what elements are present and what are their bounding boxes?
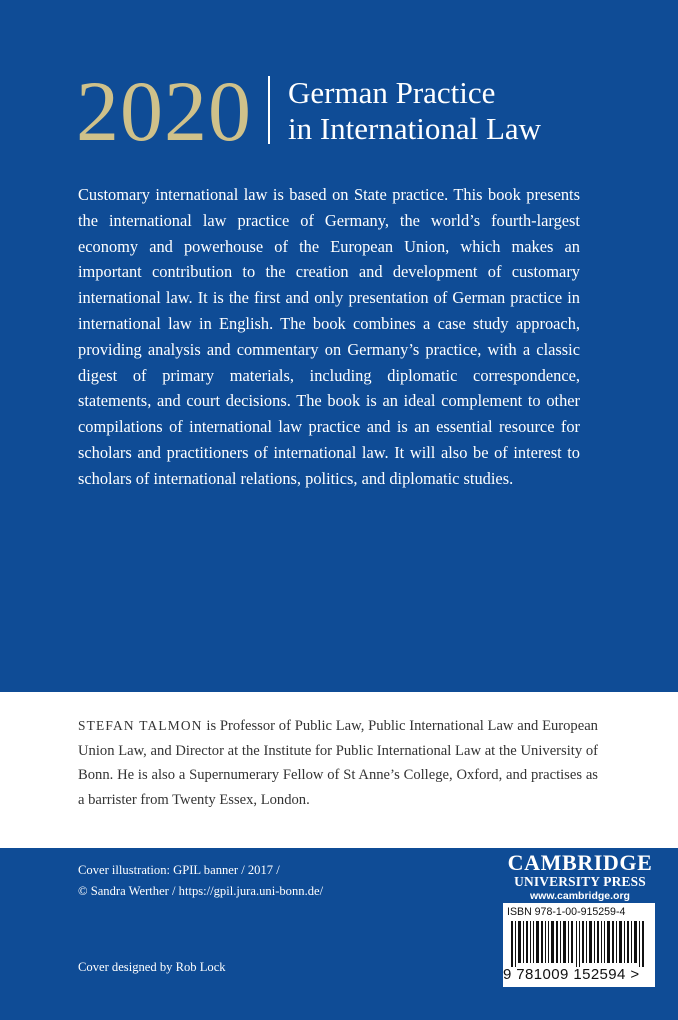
cover-credit-line-1: Cover illustration: GPIL banner / 2017 / bbox=[78, 863, 280, 877]
title-divider bbox=[268, 76, 270, 144]
cover-designer-credit: Cover designed by Rob Lock bbox=[78, 960, 226, 974]
book-title bbox=[288, 75, 541, 147]
publisher-logo bbox=[505, 852, 655, 904]
author-bio bbox=[78, 714, 598, 812]
cover-credit bbox=[78, 860, 408, 902]
isbn-label: ISBN 978-1-00-915259-4 bbox=[507, 906, 626, 918]
barcode-icon bbox=[511, 921, 647, 967]
book-description: Customary international law is based on State practice. This book presents the international law practice of Germany, the world’s fourth-largest economy and powerhouse of the European Union, which makes an important contribution to the creation and development of customary international law. It is the first and only presentation of German practice in international law in English. The book combines a case study approach, providing analysis and commentary on Germany’s practice, with a classic digest of primary materials, including diplomatic correspondence, statements, and court decisions. The book is an ideal complement to other compilations of international law practice and is an essential resource for scholars and practitioners of international law. It will also be of interest to scholars of international relations, politics, and diplomatic studies. bbox=[78, 185, 580, 488]
title-line-2: in International Law bbox=[288, 111, 542, 146]
barcode-panel bbox=[503, 903, 655, 987]
publisher-subtitle: UNIVERSITY PRESS bbox=[514, 874, 646, 889]
cover-credit-line-2: © Sandra Werther / https://gpil.jura.uni-bonn.de/ bbox=[78, 884, 324, 898]
title-line-1: German Practice bbox=[288, 75, 496, 110]
publisher-website: www.cambridge.org bbox=[530, 890, 630, 902]
publisher-name: CAMBRIDGE bbox=[507, 850, 653, 875]
barcode-number: 9 781009 152594 > bbox=[503, 966, 640, 983]
author-name: STEFAN TALMON bbox=[78, 718, 203, 733]
author-bio-text: is Professor of Public Law, Public International Law and European Union Law, and Director at the Institute for Public International Law at the University of Bonn. He is also a Supernumerary Fellow of St Anne’s College, Oxford, and practises as a barrister from Twenty Essex, London. bbox=[78, 718, 598, 808]
edition-year: 2020 bbox=[76, 63, 252, 159]
